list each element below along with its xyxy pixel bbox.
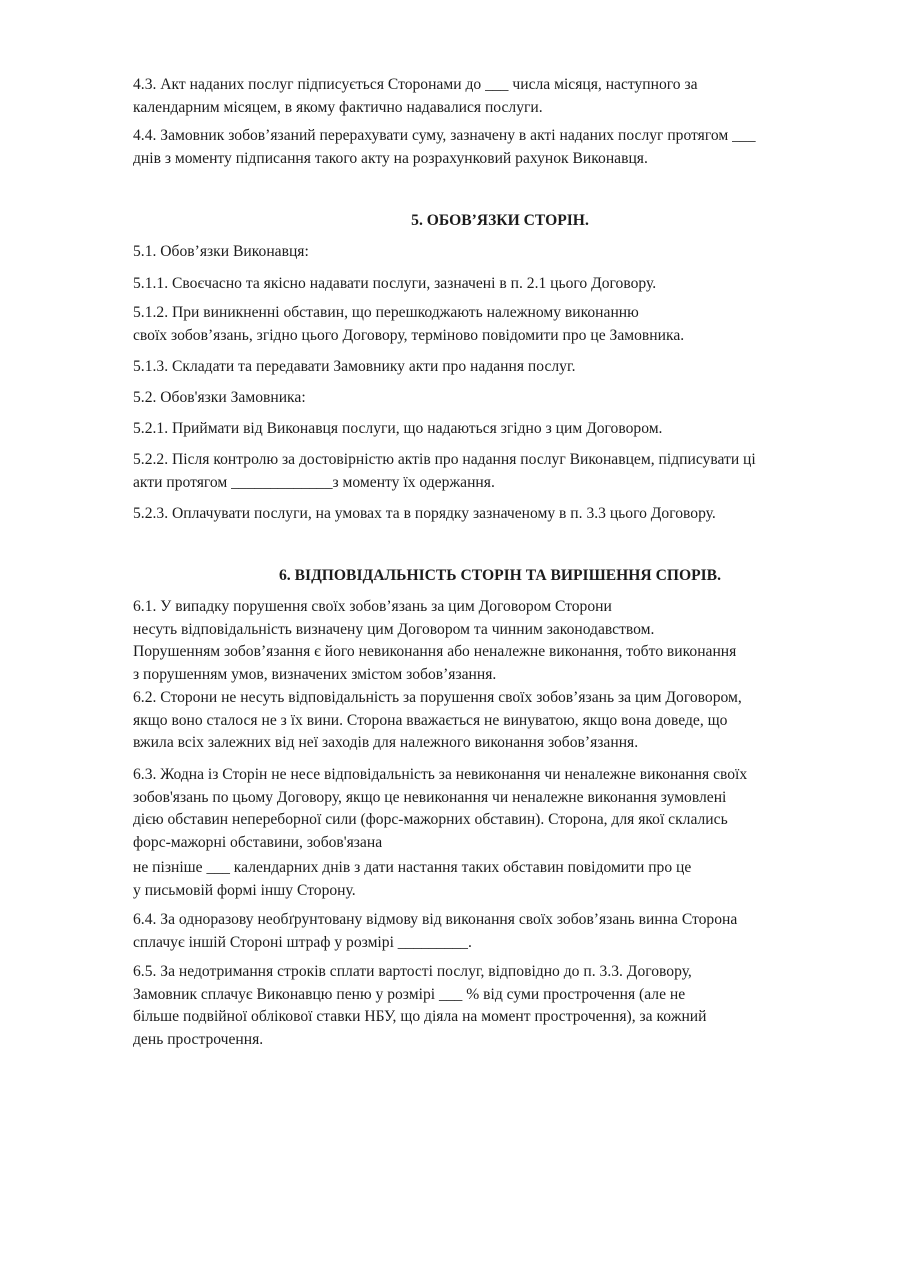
paragraph-4-4: 4.4. Замовник зобов’язаний перерахувати суму, зазначену в акті наданих послуг протягом ___ днів з моменту підписання такого акту на розрахунковий рахунок Виконавця. bbox=[133, 127, 756, 167]
paragraph-5-2-3: 5.2.3. Оплачувати послуги, на умовах та в порядку зазначеному в п. 3.3 цього Договору. bbox=[133, 505, 716, 522]
paragraph-5-2-2: 5.2.2. Після контролю за достовірністю актів про надання послуг Виконавцем, підписувати ці акти протягом _____________з моменту їх одержання. bbox=[133, 451, 756, 491]
paragraph-5-2: 5.2. Обов'язки Замовника: bbox=[133, 389, 306, 406]
section-5-title: 5. ОБОВ’ЯЗКИ СТОРІН. bbox=[411, 212, 589, 229]
paragraph-4-3: 4.3. Акт наданих послуг підписується Сторонами до ___ числа місяця, наступного за календарним місяцем, в якому фактично надавалися послуги. bbox=[133, 76, 698, 116]
section-6-title: 6. ВІДПОВІДАЛЬНІСТЬ СТОРІН ТА ВИРІШЕННЯ СПОРІВ. bbox=[279, 567, 721, 584]
paragraph-5-1-3: 5.1.3. Складати та передавати Замовнику акти про надання послуг. bbox=[133, 358, 576, 375]
paragraph-6-5: 6.5. За недотримання строків сплати вартості послуг, відповідно до п. 3.3. Договору, Замовник сплачує Виконавцю пеню у розмірі ___ % від суми прострочення (але не більше подвійної облікової ставки НБУ, що діяла на момент прострочення), за кожний день прострочення. bbox=[133, 963, 707, 1048]
paragraph-5-2-1: 5.2.1. Приймати від Виконавця послуги, що надаються згідно з цим Договором. bbox=[133, 420, 663, 437]
paragraph-6-3: 6.3. Жодна із Сторін не несе відповідальність за невиконання чи неналежне виконання своїх зобов'язань по цьому Договору, якщо це невиконання чи неналежне виконання зумовлені дією обставин непереборної сили (форс-мажорних обставин). Сторона, для якої склались форс-мажорні обставини, зобов'язана bbox=[133, 766, 748, 851]
paragraph-6-4: 6.4. За одноразову необґрунтовану відмову від виконання своїх зобов’язань винна Сторона сплачує іншій Стороні штраф у розмірі _________. bbox=[133, 911, 738, 951]
paragraph-6-2: 6.2. Сторони не несуть відповідальність за порушення своїх зобов’язань за цим Договором, якщо воно сталося не з їх вини. Сторона вважається не винуватою, якщо вона доведе, що вжила всіх залежних від неї заходів для належного виконання зобов’язання. bbox=[133, 689, 742, 751]
paragraph-6-3-continued: не пізніше ___ календарних днів з дати настання таких обставин повідомити про це у письмовій формі іншу Сторону. bbox=[133, 859, 692, 899]
paragraph-5-1-2: 5.1.2. При виникненні обставин, що перешкоджають належному виконанню своїх зобов’язань, згідно цього Договору, терміново повідомити про це Замовника. bbox=[133, 304, 685, 344]
paragraph-5-1: 5.1. Обов’язки Виконавця: bbox=[133, 243, 309, 260]
paragraph-5-1-1: 5.1.1. Своєчасно та якісно надавати послуги, зазначені в п. 2.1 цього Договору. bbox=[133, 275, 657, 292]
paragraph-6-1: 6.1. У випадку порушення своїх зобов’язань за цим Договором Сторони несуть відповідальність визначену цим Договором та чинним законодавством. Порушенням зобов’язання є його невиконання або неналежне виконання, тобто виконання з порушенням умов, визначених змістом зобов’язання. bbox=[133, 598, 737, 683]
